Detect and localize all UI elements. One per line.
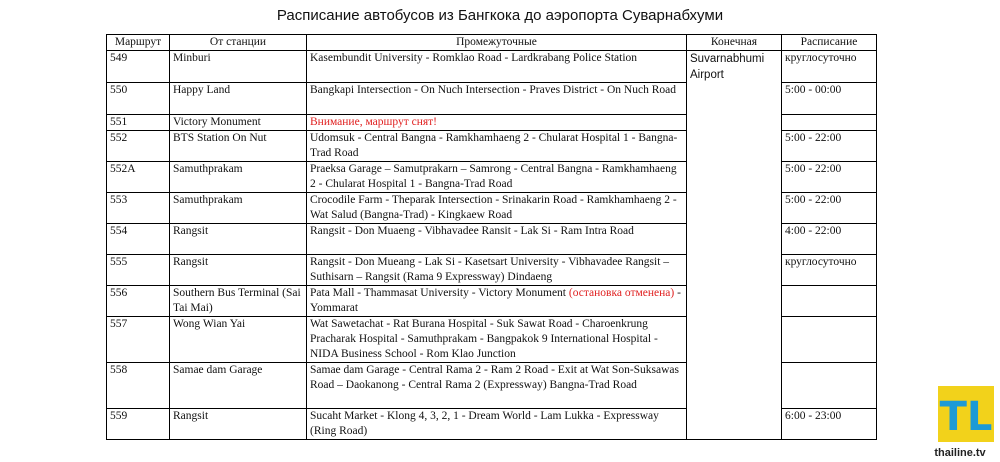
from-station: Wong Wian Yai	[170, 317, 307, 363]
header-via: Промежуточные	[307, 35, 687, 51]
schedule-time: круглосуточно	[782, 255, 877, 286]
schedule-time: 5:00 - 22:00	[782, 131, 877, 162]
schedule-time	[782, 286, 877, 317]
intermediate-stops: Udomsuk - Central Bangna - Ramkhamhaeng 2 - Chularat Hospital 1 - Bangna-Trad Road	[307, 131, 687, 162]
route-number: 549	[107, 51, 170, 83]
route-number: 557	[107, 317, 170, 363]
stop-cancelled-notice: (остановка отменена)	[568, 287, 675, 299]
header-schedule: Расписание	[782, 35, 877, 51]
from-station: Southern Bus Terminal (Sai Tai Mai)	[170, 286, 307, 317]
intermediate-stops: Sucaht Market - Klong 4, 3, 2, 1 - Dream World - Lam Lukka - Expressway (Ring Road)	[307, 409, 687, 440]
logo-site-name: thailine.tv	[934, 447, 986, 459]
intermediate-stops	[307, 115, 687, 131]
schedule-time: 5:00 - 00:00	[782, 83, 877, 115]
schedule-time	[782, 317, 877, 363]
logo-letters: TL	[939, 394, 993, 440]
table-header-row	[107, 35, 877, 51]
schedule-time: 4:00 - 22:00	[782, 224, 877, 255]
route-number: 556	[107, 286, 170, 317]
from-station: Samae dam Garage	[170, 363, 307, 409]
intermediate-stops: Kasembundit University - Romklao Road - Lardkrabang Police Station	[307, 51, 687, 83]
schedule-time: круглосуточно	[782, 51, 877, 83]
header-from: От станции	[170, 35, 307, 51]
from-station: Rangsit	[170, 224, 307, 255]
route-number: 554	[107, 224, 170, 255]
intermediate-stops: Crocodile Farm - Theparak Intersection - Srinakarin Road - Ramkhamhaeng 2 - Wat Salud (Bangna-Trad) - Kingkaew Road	[307, 193, 687, 224]
header-route: Маршрут	[107, 35, 170, 51]
from-station: Samuthprakam	[170, 193, 307, 224]
from-station: Happy Land	[170, 83, 307, 115]
intermediate-stops: Rangsit - Don Mueang - Lak Si - Kasetsart University - Vibhavadee Rangsit – Suthisarn – Rangsit (Rama 9 Expressway) Dindaeng	[307, 255, 687, 286]
route-number: 553	[107, 193, 170, 224]
intermediate-stops: Samae dam Garage - Central Rama 2 - Ram 2 Road - Exit at Wat Son-Suksawas Road – Daokanong - Central Rama 2 (Expressway) Bangna-Trad Road	[307, 363, 687, 409]
route-cancelled-notice: Внимание, маршрут снят!	[310, 116, 438, 128]
from-station: Minburi	[170, 51, 307, 83]
route-number: 550	[107, 83, 170, 115]
intermediate-stops: Wat Sawetachat - Rat Burana Hospital - Suk Sawat Road - Charoenkrung Pracharak Hospital - Samuthprakam - Bangpakok 9 International Hospital - NIDA Business School - Rom Klao Junction	[307, 317, 687, 363]
schedule-time	[782, 115, 877, 131]
intermediate-stops: Bangkapi Intersection - On Nuch Intersection - Praves District - On Nuch Road	[307, 83, 687, 115]
table-row	[107, 51, 877, 83]
intermediate-stops	[307, 286, 687, 317]
terminal-station: Suvarnabhumi Airport	[687, 51, 782, 440]
route-number: 558	[107, 363, 170, 409]
stops-text: Pata Mall - Thammasat University - Victory Monument	[310, 287, 566, 299]
from-station: Rangsit	[170, 255, 307, 286]
intermediate-stops: Praeksa Garage – Samutprakarn – Samrong - Central Bangna - Ramkhamhaeng 2 - Chularat Hospital 1 - Bangna-Trad Road	[307, 162, 687, 193]
from-station: Rangsit	[170, 409, 307, 440]
route-number: 552	[107, 131, 170, 162]
schedule-time: 5:00 - 22:00	[782, 162, 877, 193]
route-number: 552A	[107, 162, 170, 193]
route-number: 551	[107, 115, 170, 131]
from-station: Samuthprakam	[170, 162, 307, 193]
bus-schedule-table	[106, 34, 877, 440]
from-station: Victory Monument	[170, 115, 307, 131]
route-number: 555	[107, 255, 170, 286]
intermediate-stops: Rangsit - Don Muaeng - Vibhavadee Ransit - Lak Si - Ram Intra Road	[307, 224, 687, 255]
route-number: 559	[107, 409, 170, 440]
from-station: BTS Station On Nut	[170, 131, 307, 162]
schedule-time	[782, 363, 877, 409]
header-terminal: Конечная	[687, 35, 782, 51]
schedule-time: 5:00 - 22:00	[782, 193, 877, 224]
stops-text-after: - Yommarat	[310, 287, 681, 314]
schedule-time: 6:00 - 23:00	[782, 409, 877, 440]
page-title: Расписание автобусов из Бангкока до аэропорта Суварнабхуми	[276, 7, 724, 24]
thailine-logo	[938, 386, 994, 442]
